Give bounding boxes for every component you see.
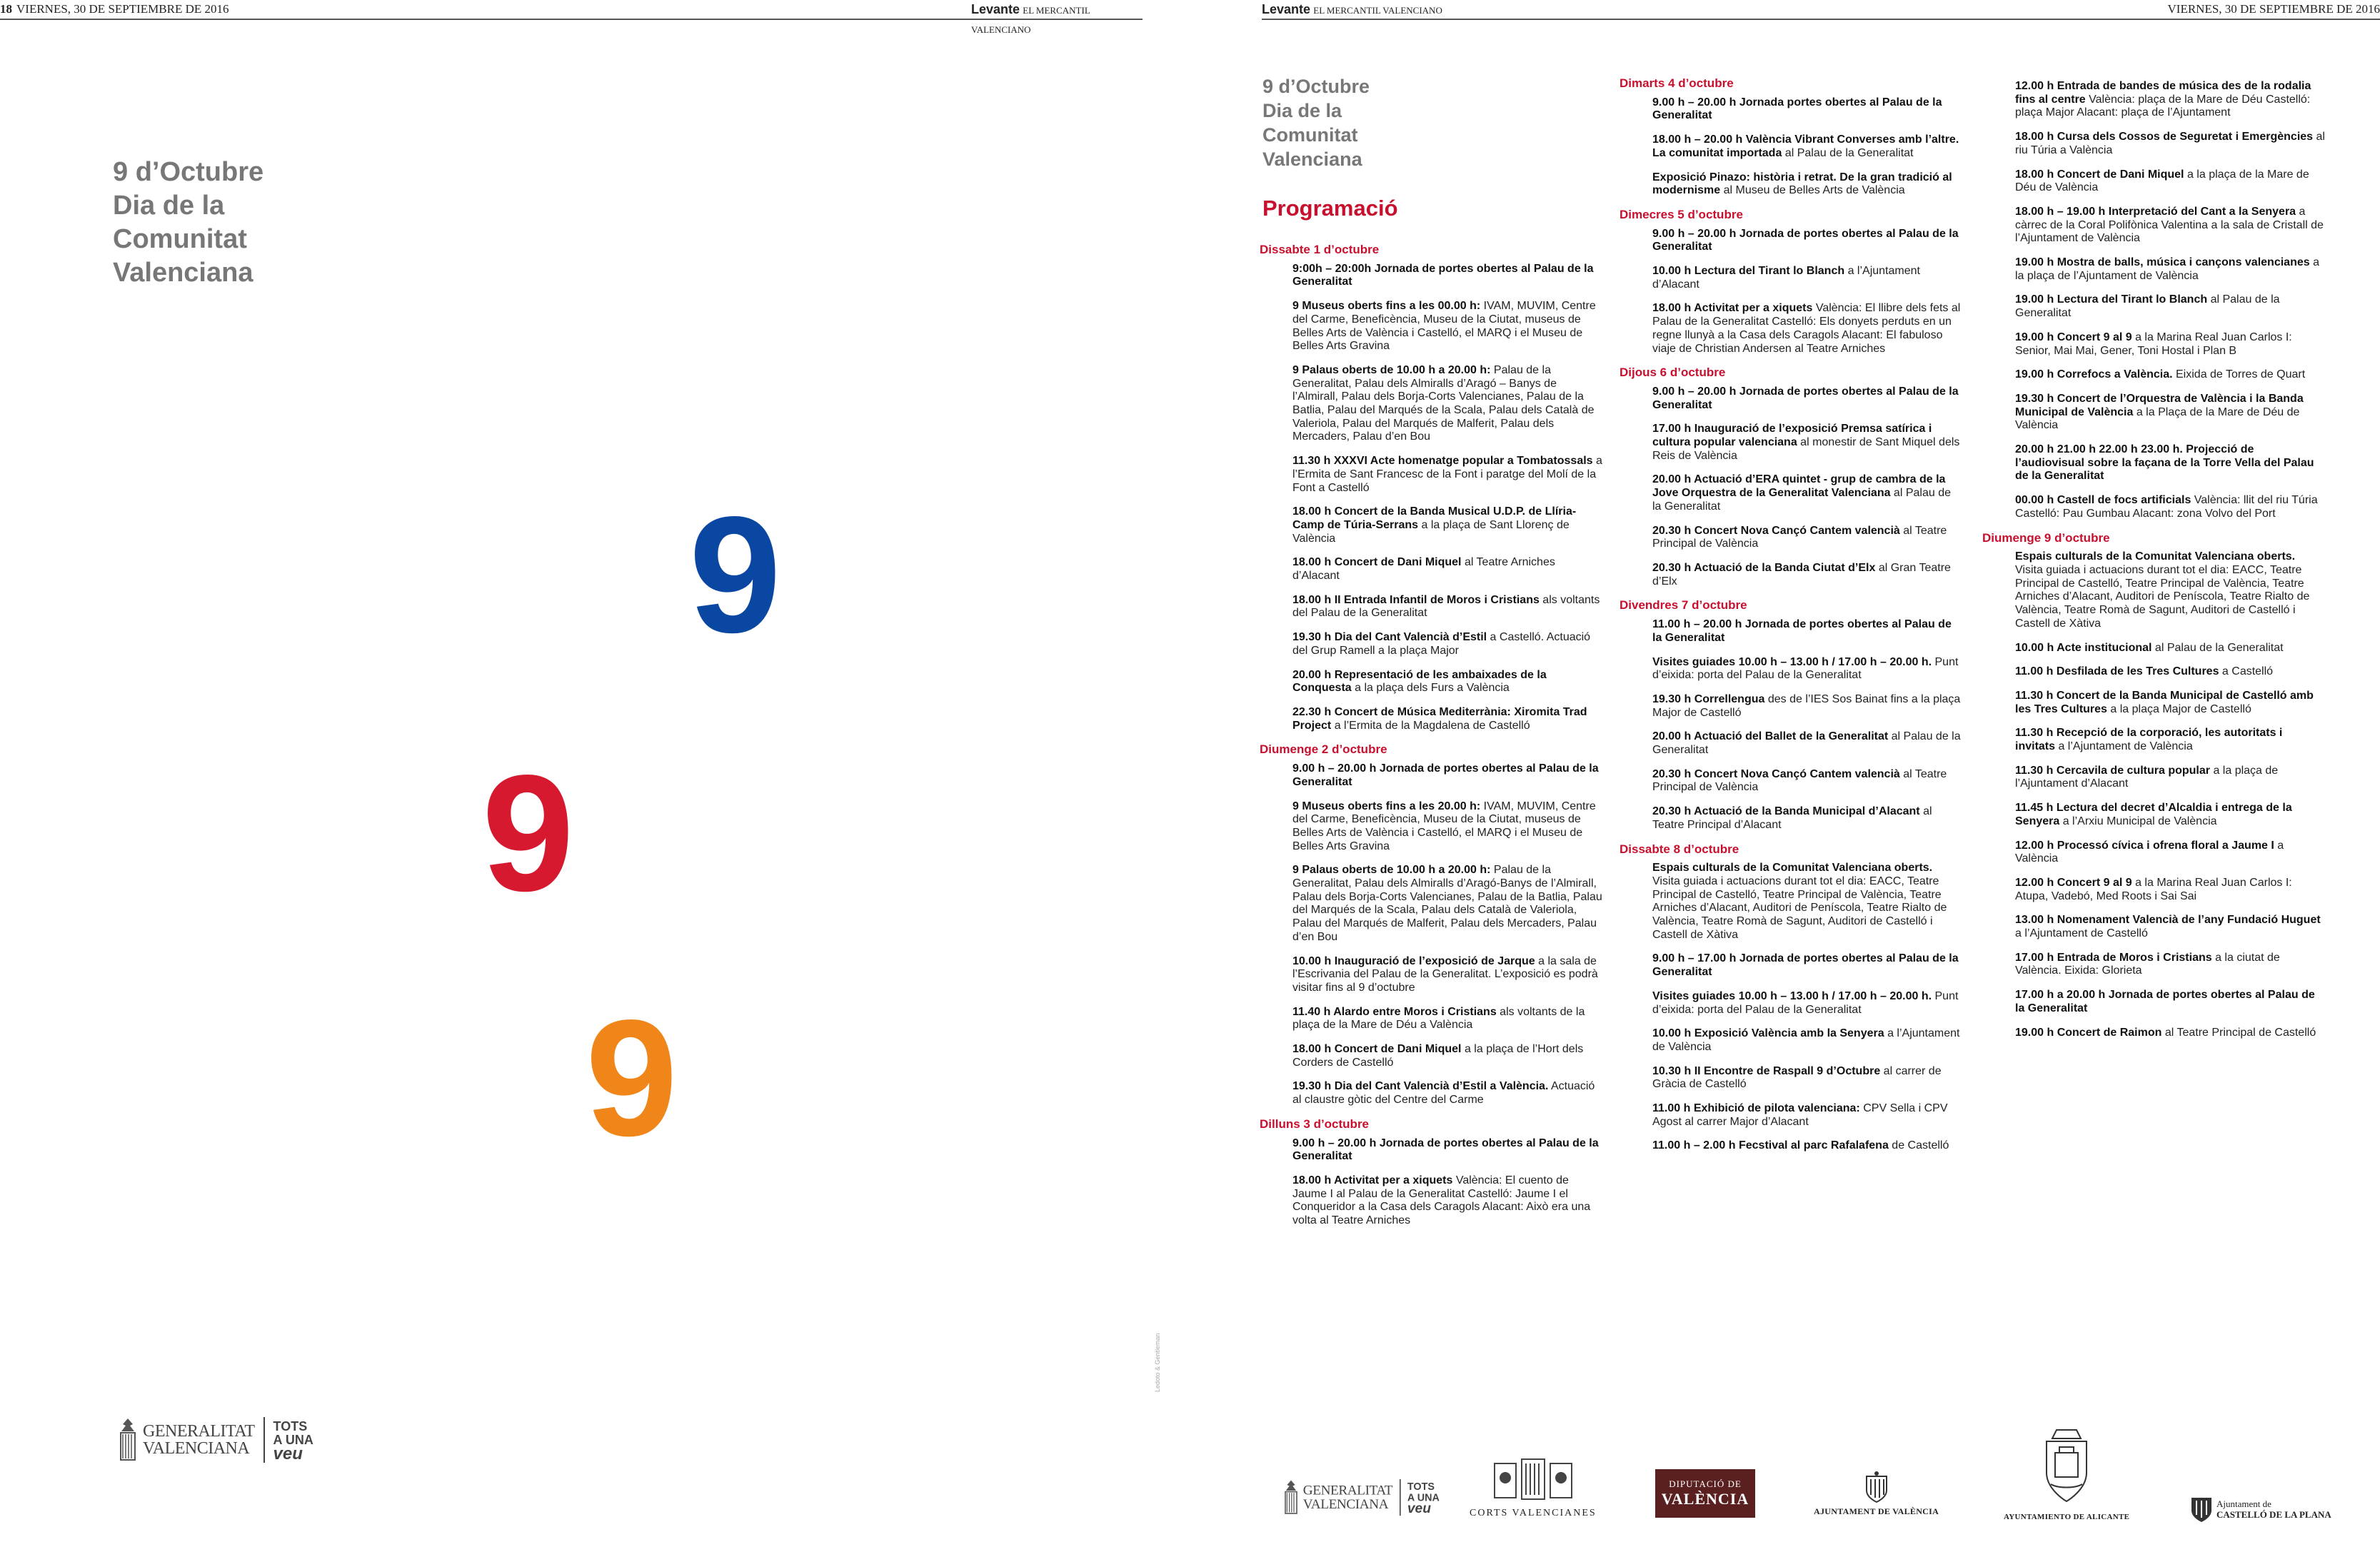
event-headline: 20.30 h Concert Nova Cançó Cantem valencià xyxy=(1652,524,1900,537)
event-details: IVAM, MUVIM, Centre del Carme, Beneficència, Museu de la Ciutat, museus de Belles Arts de València i Castelló, el MARQ i el Museu de Belles Arts Gravina xyxy=(1292,800,1596,852)
program-event xyxy=(2015,550,2325,630)
header-right xyxy=(1262,0,2380,20)
event-headline: Exposició Pinazo: història i retrat. De la gran tradició al modernisme xyxy=(1652,171,1952,197)
event-headline: 9 Palaus oberts de 10.00 h a 20.00 h: xyxy=(1292,864,1491,877)
day-heading: Dissabte 1 d’octubre xyxy=(1260,243,1380,256)
program-event xyxy=(1292,300,1602,353)
program-event xyxy=(1652,473,1962,513)
program-event xyxy=(1652,1065,1962,1092)
event-details: al Palau de la Generalitat xyxy=(2015,293,2280,320)
program-event xyxy=(2015,989,2325,1015)
event-details: de Castelló xyxy=(1888,1139,1949,1152)
event-details: als voltants de la plaça de la Mare de Déu a València xyxy=(1292,1005,1585,1032)
event-details: a Castelló xyxy=(2219,665,2274,678)
program-event xyxy=(2015,206,2325,246)
program-event xyxy=(2015,443,2325,483)
event-details: al Museu de Belles Arts de València xyxy=(1720,184,1905,197)
program-event xyxy=(2015,665,2325,679)
page-number: 18 xyxy=(0,2,12,16)
event-headline: Visites guiades 10.00 h – 13.00 h / 17.00 h – 20.00 h. xyxy=(1652,989,1932,1002)
event-headline: 9.00 h – 20.00 h Jornada de portes obertes al Palau de la Generalitat xyxy=(1652,227,1959,253)
event-headline: 11.45 h Lectura del decret d’Alcaldia i entrega de la Senyera xyxy=(2015,802,2292,827)
program-event xyxy=(1652,768,1962,795)
event-headline: 13.00 h Nomenament Valencià de l’any Fundació Huguet xyxy=(2015,914,2321,927)
program-event xyxy=(2015,256,2325,283)
event-details: a l’Arxiu Municipal de València xyxy=(2059,815,2217,827)
program-event xyxy=(2015,914,2325,940)
program-event xyxy=(2015,802,2325,828)
program-event xyxy=(1652,265,1962,291)
event-headline: 9 Museus oberts fins a les 00.00 h: xyxy=(1292,300,1481,313)
day-heading: Dimarts 4 d’octubre xyxy=(1620,76,1734,90)
event-details: a l’Ermita de la Magdalena de Castelló xyxy=(1331,719,1530,732)
program-event xyxy=(1292,955,1602,995)
program-event xyxy=(1292,706,1602,732)
program-event xyxy=(1652,656,1962,682)
valencia-crest-icon xyxy=(1864,1471,1889,1503)
program-event xyxy=(1292,594,1602,620)
day-heading: Divendres 7 d’octubre xyxy=(1620,598,1747,613)
program-event xyxy=(2015,168,2325,195)
program-event xyxy=(2015,494,2325,520)
program-title: Programació xyxy=(1262,196,1398,221)
program-event xyxy=(1652,562,1962,588)
program-event xyxy=(1292,864,1602,944)
program-event xyxy=(1652,423,1962,463)
event-details: a la plaça de l’Ajuntament d’Alacant xyxy=(2015,764,2279,790)
event-details: a la Marina Real Juan Carlos I: Atupa, Vadebó, Med Roots i Sai Sai xyxy=(2015,876,2292,902)
program-event xyxy=(1652,952,1962,979)
event-details: a la sala de l’Escrivania del Palau de la Generalitat. L’exposició es podrà visitar fins al 9 d’octubre xyxy=(1292,954,1598,994)
event-details: Visita guiada i actuacions durant tot el dia: EACC, Teatre Principal de Castelló, Teatre Principal de València, Teatre Arniches d’Alacant, Auditori de Peníscola, Teatre Rialto de València, Teatre Romà de Sagunt, Auditori de Castelló i Castell de Xàtiva xyxy=(1652,875,1947,941)
event-headline: 11.30 h Cercavila de cultura popular xyxy=(2015,764,2210,777)
program-event xyxy=(1292,631,1602,657)
event-headline: 19.00 h Correfocs a València. xyxy=(2015,368,2173,381)
program-event xyxy=(1652,805,1962,832)
masthead: Levante EL MERCANTIL VALENCIANO xyxy=(971,2,1090,35)
event-details: a la ciutat de València. Eixida: Glorieta xyxy=(2015,951,2280,977)
day-heading: Diumenge 2 d’octubre xyxy=(1260,742,1387,757)
program-event xyxy=(1652,525,1962,551)
event-headline: 10.00 h Lectura del Tirant lo Blanch xyxy=(1652,265,1845,278)
nine-blue: 9 xyxy=(689,483,782,667)
event-headline: 19.30 h Dia del Cant Valencià d’Estil a València. xyxy=(1292,1080,1549,1093)
event-details: a l’Ermita de Sant Francesc de la Font i paratge del Molí de la Font a Castelló xyxy=(1292,455,1602,494)
event-headline: 10.00 h Exposició València amb la Senyera xyxy=(1652,1027,1884,1040)
event-details: València: llit del riu Túria Castelló: Pau Gumbau Alacant: zona Volvo del Port xyxy=(2015,494,2318,520)
program-event xyxy=(2015,131,2325,157)
event-details: al Gran Teatre d’Elx xyxy=(1652,561,1951,588)
event-details: a Castelló. Actuació del Grup Ramell a la plaça Major xyxy=(1292,631,1591,657)
event-details: Palau de la Generalitat, Palau dels Almiralls d’Aragó – Banys de l’Almirall, Palau dels Borja-Corts Valencianes, Palau de la Batlia, Palau del Marqués de la Scala, Palau dels Català de Valeriola, Palau del Marqués de Malferit, Palau dels Mercaders, Palau d’en Bou xyxy=(1292,363,1595,443)
sponsor-ajuntament-alicante: AYUNTAMIENTO DE ALICANTE xyxy=(2004,1424,2129,1521)
event-headline: 11.00 h Exhibició de pilota valenciana: xyxy=(1652,1102,1860,1115)
day-heading: Dissabte 8 d’octubre xyxy=(1620,842,1739,856)
event-details: a càrrec de la Coral Polifònica Valentina a la sala de Cristall de l’Ajuntament de València xyxy=(2015,205,2324,245)
event-headline: 20.30 h Concert Nova Cançó Cantem valencià xyxy=(1652,767,1900,780)
event-headline: 18.00 h – 19.00 h Interpretació del Cant a la Senyera xyxy=(2015,205,2296,218)
event-details: a la plaça dels Furs a València xyxy=(1351,682,1510,695)
event-headline: 18.00 h – 20.00 h València Vibrant Converses amb l’altre. La comunitat importada xyxy=(1652,133,1959,159)
program-event xyxy=(1652,693,1962,720)
program-event xyxy=(1652,1139,1962,1153)
program-event xyxy=(1292,364,1602,444)
event-headline: 00.00 h Castell de focs artificials xyxy=(2015,494,2191,507)
event-headline: 19.00 h Concert 9 al 9 xyxy=(2015,331,2132,343)
program-event xyxy=(1652,618,1962,645)
event-headline: 18.00 h Activitat per a xiquets xyxy=(1652,302,1813,315)
event-details: València: El llibre dels fets al Palau de la Generalitat Castelló: Els donyets perduts en un regne llunyà a la Casa dels Caragols Alacant: El fabuloso viaje de Christian Andersen al Teatre Arniches xyxy=(1652,302,1961,355)
alicante-crest-icon xyxy=(2038,1424,2095,1510)
event-headline: 11.00 h – 2.00 h Fecstival al parc Rafalafena xyxy=(1652,1139,1889,1152)
program-event xyxy=(1652,1027,1962,1054)
bat-shield-icon xyxy=(1282,1479,1300,1516)
event-headline: 20.00 h Representació de les ambaixades de la Conquesta xyxy=(1292,668,1547,695)
event-headline: 20.00 h Actuació del Ballet de la Generalitat xyxy=(1652,730,1889,743)
program-event xyxy=(2015,331,2325,358)
program-event xyxy=(1652,302,1962,356)
event-details: al Teatre Arniches d’Alacant xyxy=(1292,556,1555,583)
nine-orange: 9 xyxy=(586,986,678,1171)
header-date: VIERNES, 30 DE SEPTIEMBRE DE 2016 xyxy=(16,2,229,16)
sponsor-generalitat: GENERALITAT VALENCIANA TOTS A UNA veu xyxy=(1282,1479,1440,1516)
sponsor-diputacio: DIPUTACIÓ DE VALÈNCIA xyxy=(1655,1469,1755,1518)
program-event xyxy=(1292,1174,1602,1228)
corts-coat-of-arms-icon xyxy=(1490,1456,1576,1505)
event-details: al carrer de Gràcia de Castelló xyxy=(1652,1064,1942,1091)
event-headline: 17.00 h Inauguració de l’exposició Premsa satírica i cultura popular valenciana xyxy=(1652,423,1932,449)
generalitat-logo: GENERALITAT VALENCIANA TOTS A UNA veu xyxy=(117,1417,313,1463)
event-headline: 19.30 h Correllengua xyxy=(1652,692,1765,705)
event-details: IVAM, MUVIM, Centre del Carme, Beneficència, Museu de la Ciutat, museus de Belles Arts de València i Castelló, el MARQ i el Museu de Belles Arts Gravina xyxy=(1292,300,1596,353)
program-event xyxy=(1292,556,1602,583)
event-details: al Teatre Principal de València xyxy=(1652,524,1947,550)
event-details: des de l’IES Sos Bainat fins a la plaça Major de Castelló xyxy=(1652,692,1961,719)
event-details: Palau de la Generalitat, Palau dels Almiralls d’Aragó-Banys de l’Almirall, Palau dels Borja-Corts Valencianes, Palau de la Batlia, Palau del Marqués de la Scala, Palau dels Català de Valeriola, Palau del Marqués de Malferit, Palau dels Mercaders, Palau d’en Bou xyxy=(1292,864,1602,943)
event-headline: 12.00 h Processó cívica i ofrena floral a Jaume I xyxy=(2015,839,2274,852)
event-details: als voltants del Palau de la Generalitat xyxy=(1292,593,1600,620)
program-event xyxy=(1292,1043,1602,1069)
program-event xyxy=(2015,393,2325,433)
event-headline: Visites guiades 10.00 h – 13.00 h / 17.00 h – 20.00 h. xyxy=(1652,655,1932,668)
event-headline: 19.00 h Lectura del Tirant lo Blanch xyxy=(2015,293,2208,306)
event-details: al Palau de la Generalitat xyxy=(1652,487,1951,513)
event-details: a València xyxy=(2015,839,2284,865)
event-headline: 10.00 h Inauguració de l’exposició de Jarque xyxy=(1292,954,1535,967)
event-headline: 20.00 h Actuació d’ERA quintet - grup de cambra de la Jove Orquestra de la Generalitat Valenciana xyxy=(1652,473,1946,500)
day-heading: Dilluns 3 d’octubre xyxy=(1260,1117,1370,1131)
castello-crest-icon xyxy=(2189,1495,2214,1523)
event-headline: 18.00 h Cursa dels Cossos de Seguretat i Emergències xyxy=(2015,131,2314,143)
event-headline: 18.00 h Concert de Dani Miquel xyxy=(1292,1043,1462,1056)
program-event xyxy=(2015,765,2325,791)
event-headline: 9:00h – 20:00h Jornada de portes obertes al Palau de la Generalitat xyxy=(1292,262,1594,288)
nine-red: 9 xyxy=(482,741,575,926)
event-headline: Espais culturals de la Comunitat Valenciana oberts. xyxy=(1652,862,1933,875)
event-details: a l’Ajuntament de València xyxy=(2055,740,2193,753)
program-event xyxy=(1292,1137,1602,1164)
program-event xyxy=(1652,133,1962,160)
event-headline: 19.00 h Mostra de balls, música i cançons valencianes xyxy=(2015,256,2310,269)
sponsor-ajuntament-castello: Ajuntament de CASTELLÓ DE LA PLANA xyxy=(2189,1495,2331,1523)
program-column-3 xyxy=(1982,80,2325,1050)
program-event xyxy=(1292,1006,1602,1032)
event-headline: 18.00 h Concert de Dani Miquel xyxy=(2015,168,2184,181)
event-details: Visita guiada i actuacions durant tot el dia: EACC, Teatre Principal de Castelló, Teatre Principal de València, Teatre Arniches d’Alacant, Auditori de Peníscola, Teatre Rialto de València, Teatre Romà de Sagunt, Auditori de Castelló i Castell de Xàtiva xyxy=(2015,563,2310,630)
event-headline: 12.00 h Concert 9 al 9 xyxy=(2015,876,2132,889)
event-details: al Palau de la Generalitat xyxy=(2151,641,2284,654)
day-heading: Dimecres 5 d’octubre xyxy=(1620,207,1743,221)
event-headline: 19.30 h Concert de l’Orquestra de València i la Banda Municipal de València xyxy=(2015,392,2304,418)
program-event xyxy=(1652,228,1962,254)
event-headline: Espais culturals de la Comunitat Valenciana oberts. xyxy=(2015,550,2296,563)
program-event xyxy=(2015,840,2325,866)
event-headline: 19.30 h Dia del Cant Valencià d’Estil xyxy=(1292,631,1487,644)
event-headline: 11.00 h – 20.00 h Jornada de portes obertes al Palau de la Generalitat xyxy=(1652,618,1952,644)
program-event xyxy=(1292,455,1602,495)
program-event xyxy=(2015,642,2325,655)
masthead: Levante EL MERCANTIL VALENCIANO xyxy=(1262,2,1442,16)
event-details: Punt d’eixida: porta del Palau de la Generalitat xyxy=(1652,989,1959,1016)
event-details: Actuació al claustre gòtic del Centre del Carme xyxy=(1292,1080,1595,1107)
event-headline: 9.00 h – 20.00 h Jornada de portes obertes al Palau de la Generalitat xyxy=(1292,1137,1599,1163)
program-event xyxy=(2015,293,2325,320)
event-headline: 9 Palaus oberts de 10.00 h a 20.00 h: xyxy=(1292,363,1491,376)
program-event xyxy=(2015,368,2325,382)
event-headline: 20.30 h Actuació de la Banda Ciutat d’Elx xyxy=(1652,561,1876,574)
program-event xyxy=(1292,669,1602,695)
event-headline: 18.00 h Concert de la Banda Musical U.D.P. de Llíria-Camp de Túria-Serrans xyxy=(1292,505,1577,531)
event-headline: 20.30 h Actuació de la Banda Municipal d’Alacant xyxy=(1652,805,1920,818)
program-event xyxy=(2015,727,2325,753)
program-column-1 xyxy=(1260,239,1602,1239)
event-headline: 19.00 h Concert de Raimon xyxy=(2015,1026,2162,1039)
event-headline: 9 Museus oberts fins a les 20.00 h: xyxy=(1292,800,1481,812)
program-event xyxy=(1292,505,1602,545)
event-details: a la plaça de l’Ajuntament de València xyxy=(2015,256,2319,282)
program-event xyxy=(2015,1027,2325,1040)
page-title: 9 d’Octubre Dia de la Comunitat Valenciana xyxy=(113,157,264,288)
program-event xyxy=(1652,862,1962,942)
event-headline: 11.00 h Desfilada de les Tres Cultures xyxy=(2015,665,2219,678)
event-details: a la plaça de la Mare de Déu de València xyxy=(2015,168,2309,194)
event-headline: 17.00 h Entrada de Moros i Cristians xyxy=(2015,951,2212,964)
program-event xyxy=(2015,877,2325,903)
program-event xyxy=(1652,990,1962,1017)
credit: Ledoto & Gentleman xyxy=(1154,1333,1161,1392)
event-details: a la plaça Major de Castelló xyxy=(2107,702,2251,715)
event-headline: 10.00 h Acte institucional xyxy=(2015,641,2152,654)
event-headline: 17.00 h a 20.00 h Jornada de portes obertes al Palau de la Generalitat xyxy=(2015,989,2315,1014)
sponsor-ajuntament-valencia: AJUNTAMENT DE VALÈNCIA xyxy=(1814,1471,1939,1517)
event-headline: 20.00 h 21.00 h 22.00 h 23.00 h. Projecció de l’audiovisual sobre la façana de la Torre Vella del Palau de la Generalitat xyxy=(2015,443,2314,483)
event-headline: 18.00 h II Entrada Infantil de Moros i Cristians xyxy=(1292,593,1540,606)
program-event xyxy=(1292,263,1602,289)
event-details: al riu Túria a València xyxy=(2015,131,2325,156)
event-details: CPV Sella i CPV Agost al carrer Major d’Alacant xyxy=(1652,1102,1948,1128)
event-details: al monestir de Sant Miquel dels Reis de València xyxy=(1652,436,1960,462)
event-headline: 11.30 h Recepció de la corporació, les autoritats i invitats xyxy=(2015,727,2283,753)
event-details: a l’Ajuntament de València xyxy=(1652,1027,1960,1053)
program-event xyxy=(1292,1080,1602,1107)
event-details: a la Plaça de la Mare de Déu de València xyxy=(2015,405,2300,432)
event-headline: 9.00 h – 20.00 h Jornada de portes obertes al Palau de la Generalitat xyxy=(1652,385,1959,411)
program-event xyxy=(1652,386,1962,412)
day-heading: Dijous 6 d’octubre xyxy=(1620,366,1726,380)
event-headline: 11.30 h Concert de la Banda Municipal de Castelló amb les Tres Cultures xyxy=(2015,689,2314,715)
program-event xyxy=(1652,96,1962,123)
event-headline: 10.30 h II Encontre de Raspall 9 d’Octubre xyxy=(1652,1064,1881,1077)
event-headline: 11.40 h Alardo entre Moros i Cristians xyxy=(1292,1005,1497,1018)
event-details: al Palau de la Generalitat xyxy=(1652,730,1961,757)
program-event xyxy=(1292,762,1602,789)
event-details: al Teatre Principal de Castelló xyxy=(2161,1026,2316,1039)
program-event xyxy=(1652,171,1962,198)
sponsor-corts: CORTS VALENCIANES xyxy=(1470,1456,1597,1519)
bat-shield-icon xyxy=(117,1417,139,1463)
event-headline: 22.30 h Concert de Música Mediterrània: Xiromita Trad Project xyxy=(1292,705,1587,732)
event-details: Punt d’eixida: porta del Palau de la Generalitat xyxy=(1652,655,1959,682)
event-headline: 12.00 h Entrada de bandes de música des de la rodalia fins al centre xyxy=(2015,80,2311,106)
header-date: VIERNES, 30 DE SEPTIEMBRE DE 2016 xyxy=(2167,2,2380,16)
event-headline: 18.00 h Concert de Dani Miquel xyxy=(1292,556,1462,569)
event-details: a l’Ajuntament de Castelló xyxy=(2015,927,2148,940)
program-event xyxy=(2015,80,2325,120)
event-details: a la plaça de l’Hort dels Corders de Castelló xyxy=(1292,1043,1584,1069)
program-event xyxy=(1652,1102,1962,1129)
event-headline: 9.00 h – 17.00 h Jornada de portes obertes al Palau de la Generalitat xyxy=(1652,952,1959,979)
event-details: a la Marina Real Juan Carlos I: Senior, Mai Mai, Gener, Toni Hostal i Plan B xyxy=(2015,331,2292,357)
program-event xyxy=(2015,952,2325,978)
section-title: 9 d’Octubre Dia de la Comunitat Valenciana xyxy=(1262,76,1370,170)
event-details: a la plaça de Sant Llorenç de València xyxy=(1292,518,1570,545)
program-event xyxy=(2015,690,2325,716)
event-headline: 11.30 h XXXVI Acte homenatge popular a Tombatossals xyxy=(1292,455,1593,468)
program-event xyxy=(1652,730,1962,757)
event-details: a l’Ajuntament d’Alacant xyxy=(1652,265,1920,291)
event-details: Eixida de Torres de Quart xyxy=(2172,368,2306,381)
day-heading: Diumenge 9 d’octubre xyxy=(1982,530,2110,545)
event-details: València: plaça de la Mare de Déu Castelló: plaça Major Alacant: plaça de l’Ajuntament xyxy=(2015,93,2311,119)
program-column-2 xyxy=(1620,73,1962,1164)
event-headline: 18.00 h Activitat per a xiquets xyxy=(1292,1174,1453,1186)
event-details: al Teatre Principal de València xyxy=(1652,767,1947,794)
program-event xyxy=(1292,800,1602,854)
event-details: València: El cuento de Jaume I al Palau de la Generalitat Castelló: Jaume I el Conqueridor a la Casa dels Caragols Alacant: Això era una volta al Teatre Arniches xyxy=(1292,1174,1591,1227)
event-headline: 9.00 h – 20.00 h Jornada portes obertes al Palau de la Generalitat xyxy=(1652,96,1942,122)
header-left xyxy=(0,0,1143,35)
event-details: al Palau de la Generalitat xyxy=(1782,146,1914,159)
event-details: al Teatre Principal d’Alacant xyxy=(1652,805,1932,831)
event-headline: 9.00 h – 20.00 h Jornada de portes obertes al Palau de la Generalitat xyxy=(1292,762,1599,788)
